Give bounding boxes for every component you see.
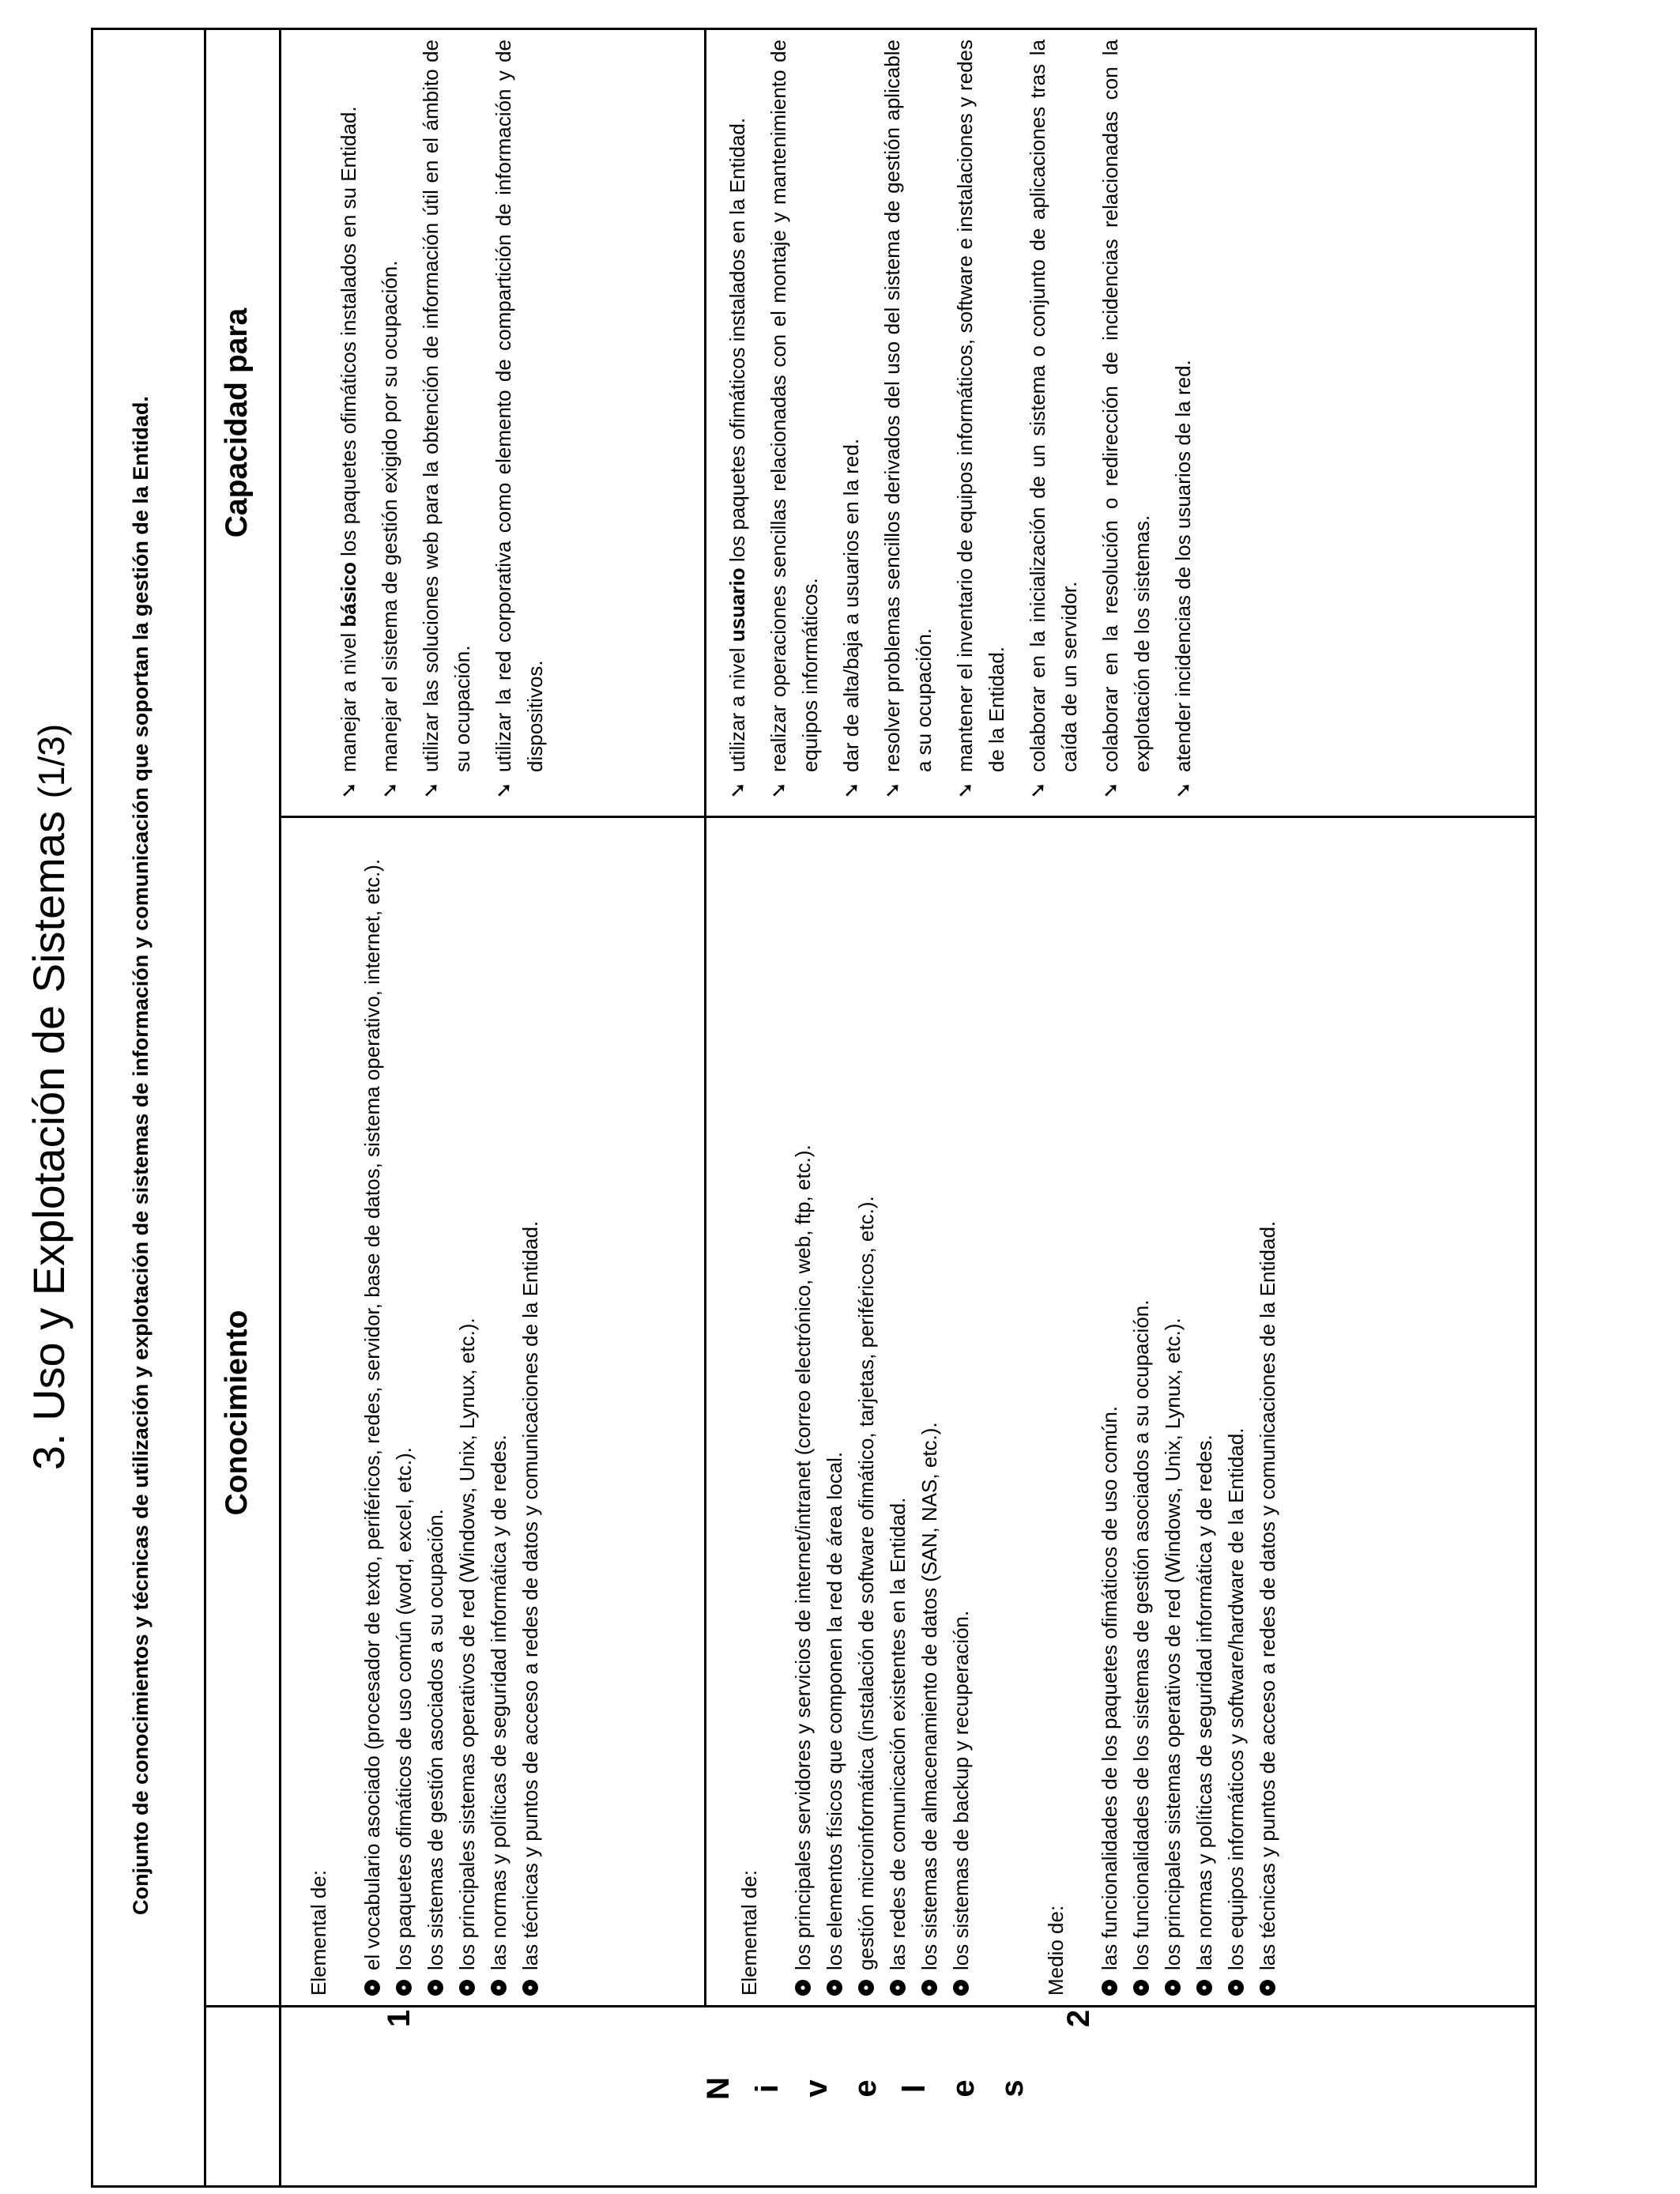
knowledge-item: los sistemas de gestión asociados a su ocupación. [420,834,451,1996]
knowledge-item: el vocabulario asociado (procesador de texto, periféricos, redes, servidor, base de datos, sistema operativo, internet, etc.). [356,834,388,1996]
arrow-icon: ➘ [725,782,749,799]
header-conocimiento: Conocimiento [220,1310,254,1516]
niveles-top-line [279,2007,281,2185]
level-2-capacidad [721,40,1208,802]
knowledge-item: los funcionalidades de los sistemas de gestión asociados a su ocupación. [1125,834,1157,1996]
bullet-icon [522,1980,538,1996]
knowledge-item: los equipos informáticos y software/hardware de la Entidad. [1220,834,1252,1996]
knowledge-item: los principales servidores y servicios de internet/intranet (correo electrónico, web, ftp, etc.). [787,834,819,1996]
description-text: Conjunto de conocimientos y técnicas de utilización y explotación de sistemas de información y comunicación que soportan la gestión de la Entidad. [129,396,153,1915]
niveles-letter: N [701,2077,736,2100]
bullet-icon [1133,1980,1149,1996]
knowledge-item: las redes de comunicación existentes en la Entidad. [882,834,913,1996]
capacity-item: ➘ colaborar en la resolución o redirección de incidencias relacionadas con la explotación de los sistemas. [1094,40,1158,802]
level-1-capacidad [333,40,560,802]
arrow-icon: ➘ [1026,782,1049,799]
knowledge-item: los paquetes ofimáticos de uso común (word, excel, etc.). [388,834,420,1996]
arrow-icon: ➘ [767,782,790,799]
niveles-letter: e [848,2079,883,2098]
level-2-number: 2 [1061,2009,1096,2027]
arrow-icon: ➘ [1171,782,1195,799]
bullet-icon [858,1980,874,1996]
capacity-item: ➘ manejar el sistema de gestión exigido por su ocupación. [374,40,405,802]
capacity-item: ➘ realizar operaciones sencillas relacionadas con el montaje y mantenimiento de equipos informáticos. [763,40,826,802]
bullet-icon [921,1980,937,1996]
capacity-item: ➘ dar de alta/baja a usuarios en la red. [835,40,867,802]
bullet-icon [827,1980,842,1996]
arrow-icon: ➘ [839,782,863,799]
bullet-icon [1196,1980,1212,1996]
arrow-icon: ➘ [880,782,904,799]
bullet-icon [890,1980,906,1996]
level-2-conocimiento [733,834,1283,1996]
knowledge-item: los sistemas de almacenamiento de datos (SAN, NAS, etc.). [913,834,945,1996]
knowledge-item: las normas y políticas de seguridad informática y de redes. [1188,834,1220,1996]
bullet-icon [1165,1980,1181,1996]
niveles-label [694,1992,1037,2185]
capacity-item: ➘ mantener el inventario de equipos informáticos, software e instalaciones y redes de la Entidad. [949,40,1012,802]
knowledge-item: los principales sistemas operativos de red (Windows, Unix, Lynux, etc.). [1157,834,1188,1996]
niveles-letter: l [897,2083,932,2094]
level-divider [704,30,706,2007]
competency-table [91,28,1537,2188]
bullet-icon [1260,1980,1275,1996]
arrow-icon: ➘ [337,782,360,799]
title-sub: (1/3) [31,723,72,799]
knowledge-item: gestión microinformática (instalación de software ofimático, tarjetas, periféricos, etc.). [850,834,882,1996]
knowledge-item: los elementos físicos que componen la red de área local. [819,834,850,1996]
knowledge-item: las funcionalidades de los paquetes ofimáticos de uso común. [1094,834,1125,1996]
knowledge-item: las técnicas y puntos de acceso a redes de datos y comunicaciones de la Entidad. [1252,834,1283,1996]
bullet-icon [364,1980,380,1996]
arrow-icon: ➘ [1098,782,1122,799]
arrow-icon: ➘ [953,782,977,799]
niveles-letter: v [799,2079,834,2098]
knowledge-item: las técnicas y puntos de acceso a redes de datos y comunicaciones de la Entidad. [514,834,546,1996]
bullet-icon [396,1980,412,1996]
knowledge-item: los principales sistemas operativos de red (Windows, Unix, Lynux, etc.). [451,834,483,1996]
bullet-icon [1228,1980,1244,1996]
bullet-icon [491,1980,507,1996]
bullet-icon [1102,1980,1117,1996]
niveles-letter: e [946,2079,981,2098]
capacity-item: ➘ manejar a nivel básico los paquetes ofimáticos instalados en su Entidad. [333,40,364,802]
level-1-conocimiento [303,834,546,1996]
level-1-number: 1 [382,2009,416,2027]
capacity-item: ➘ utilizar a nivel usuario los paquetes ofimáticos instalados en la Entidad. [721,40,753,802]
bullet-icon [795,1980,811,1996]
column-divider [279,816,1535,818]
header-capacidad: Capacidad para [220,307,254,538]
capacity-item: ➘ atender incidencias de los usuarios de la red. [1167,40,1199,802]
title-main: 3. Uso y Explotación de Sistemas [24,810,73,1471]
arrow-icon: ➘ [419,782,443,799]
page-title [24,0,77,2194]
level-1-heading: Elemental de: [307,1870,330,1996]
knowledge-item: las normas y políticas de seguridad informática y de redes. [483,834,514,1996]
level-2-heading: Elemental de: [737,1870,761,1996]
arrow-icon: ➘ [378,782,401,799]
capacity-item: ➘ utilizar las soluciones web para la obtención de información útil en el ámbito de su ocupación. [415,40,478,802]
level-2-medio-heading: Medio de: [1044,1905,1068,1996]
niveles-letter: s [995,2079,1030,2098]
niveles-letter: i [750,2083,785,2094]
capacity-item: ➘ utilizar la red corporativa como elemento de compartición de información y de dispositivos. [488,40,551,802]
capacity-item: ➘ colaborar en la inicialización de un sistema o conjunto de aplicaciones tras la caída de un servidor. [1022,40,1085,802]
capacity-item: ➘ resolver problemas sencillos derivados del uso del sistema de gestión aplicable a su ocupación. [876,40,940,802]
bullet-icon [428,1980,443,1996]
arrow-icon: ➘ [492,782,515,799]
bullet-icon [953,1980,969,1996]
description-row [93,30,206,2185]
knowledge-item: los sistemas de backup y recuperación. [945,834,977,1996]
bullet-icon [459,1980,475,1996]
